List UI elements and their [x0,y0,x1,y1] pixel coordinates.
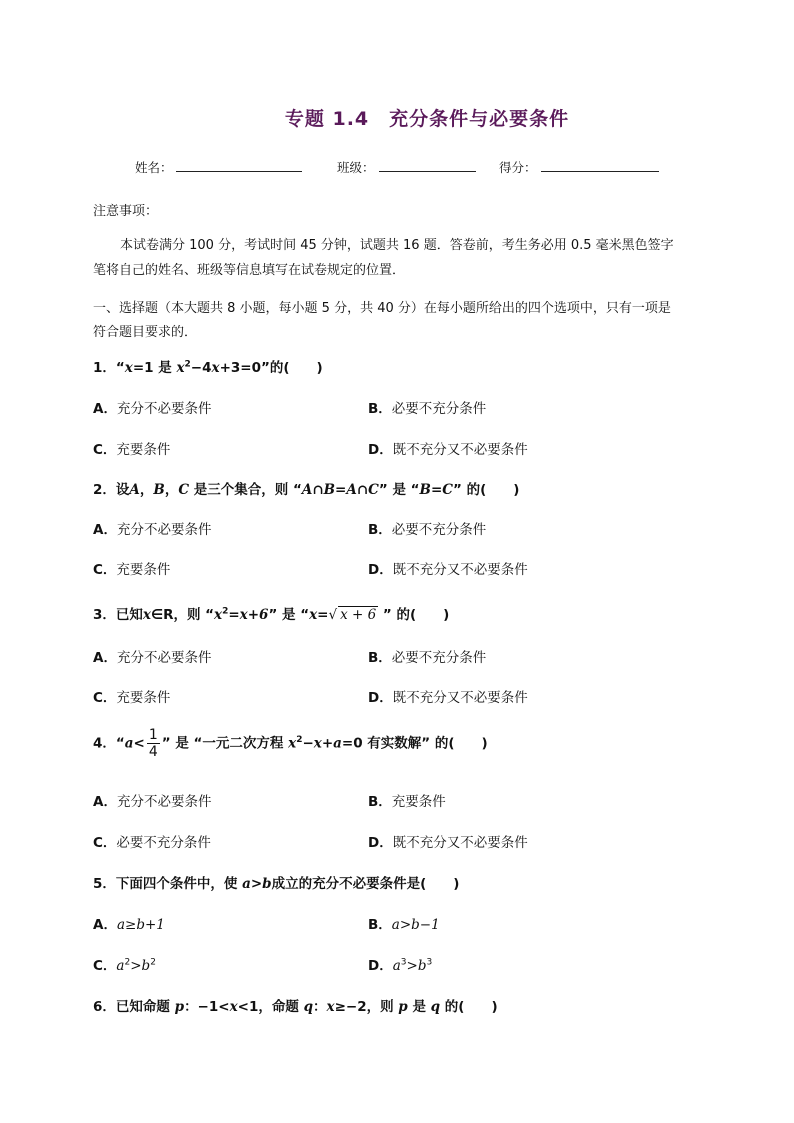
q5-option-c[interactable]: C．$a^2>b^2$ [93,957,156,974]
q2-option-c[interactable]: C．充要条件 [93,562,171,578]
q4-option-c[interactable]: C．必要不充分条件 [93,835,211,851]
q1-option-b[interactable]: B．必要不充分条件 [368,401,487,417]
class-blank [379,171,476,172]
q4-option-b[interactable]: B．充要条件 [368,794,446,810]
q2-option-d[interactable]: D．既不充分又不必要条件 [368,562,528,578]
q4-option-a[interactable]: A．充分不必要条件 [93,794,212,810]
question-2: 2．设A，B，C 是三个集合，则 “A∩B=A∩C” 是 “B=C” 的( ) [93,482,520,498]
q3-option-d[interactable]: D．既不充分又不必要条件 [368,690,528,706]
q1-option-a[interactable]: A．充分不必要条件 [93,401,212,417]
page-title: 专题 1.4 充分条件与必要条件 [284,108,570,130]
q5-option-a[interactable]: A．a≥b+1 [93,917,165,933]
score-label: 得分： [499,160,537,175]
name-blank [176,171,302,172]
score-blank [541,171,659,172]
q3-option-c[interactable]: C．充要条件 [93,690,171,706]
section-line-1: 一、选择题（本大题共 8 小题，每小题 5 分，共 40 分）在每小题所给出的四个选项中，只有一项是 [93,301,671,316]
q3-option-b[interactable]: B．必要不充分条件 [368,650,487,666]
q3-option-a[interactable]: A．充分不必要条件 [93,650,212,666]
section-line-2: 符合题目要求的． [93,325,198,340]
q5-option-b[interactable]: B．a>b−1 [368,917,440,933]
q5-option-d[interactable]: D．$a^3>b^3$ [368,957,433,974]
q2-option-a[interactable]: A．充分不必要条件 [93,522,212,538]
question-3: 3．已知x∈R，则 “$x^2=x+6$” 是 “x=√ x + 6 ” 的( ) [93,606,450,623]
notice-line-1: 本试卷满分 100 分，考试时间 45 分钟，试题共 16 题．答卷前，考生务必用 0.5 毫米黑色签字 [120,238,674,253]
notice-heading: 注意事项： [93,204,159,219]
question-1: 1．“x=1 是 $x^2-4x+3=0$”的( ) [93,359,323,376]
notice-line-2: 笔将自己的姓名、班级等信息填写在试卷规定的位置． [93,263,406,278]
sqrt-radicand: x + 6 [340,607,377,623]
class-label: 班级： [337,160,375,175]
q4-option-d[interactable]: D．既不充分又不必要条件 [368,835,528,851]
q2-option-b[interactable]: B．必要不充分条件 [368,522,487,538]
q1-option-d[interactable]: D．既不充分又不必要条件 [368,442,528,458]
question-5: 5．下面四个条件中，使 a>b成立的充分不必要条件是( ) [93,876,460,892]
fraction-one-quarter: $\frac{1}{4}$ [148,727,158,760]
question-4: 4．“a< $\frac{1}{4}$ ” 是 “一元二次方程 $x^2-x+a=0$ 有实数解” 的( ) [93,727,488,760]
q1-option-c[interactable]: C．充要条件 [93,442,171,458]
question-6: 6．已知命题 p：−1<x<1，命题 q：x≥−2，则 p 是 q 的( ) [93,999,498,1015]
name-label: 姓名： [135,160,173,175]
